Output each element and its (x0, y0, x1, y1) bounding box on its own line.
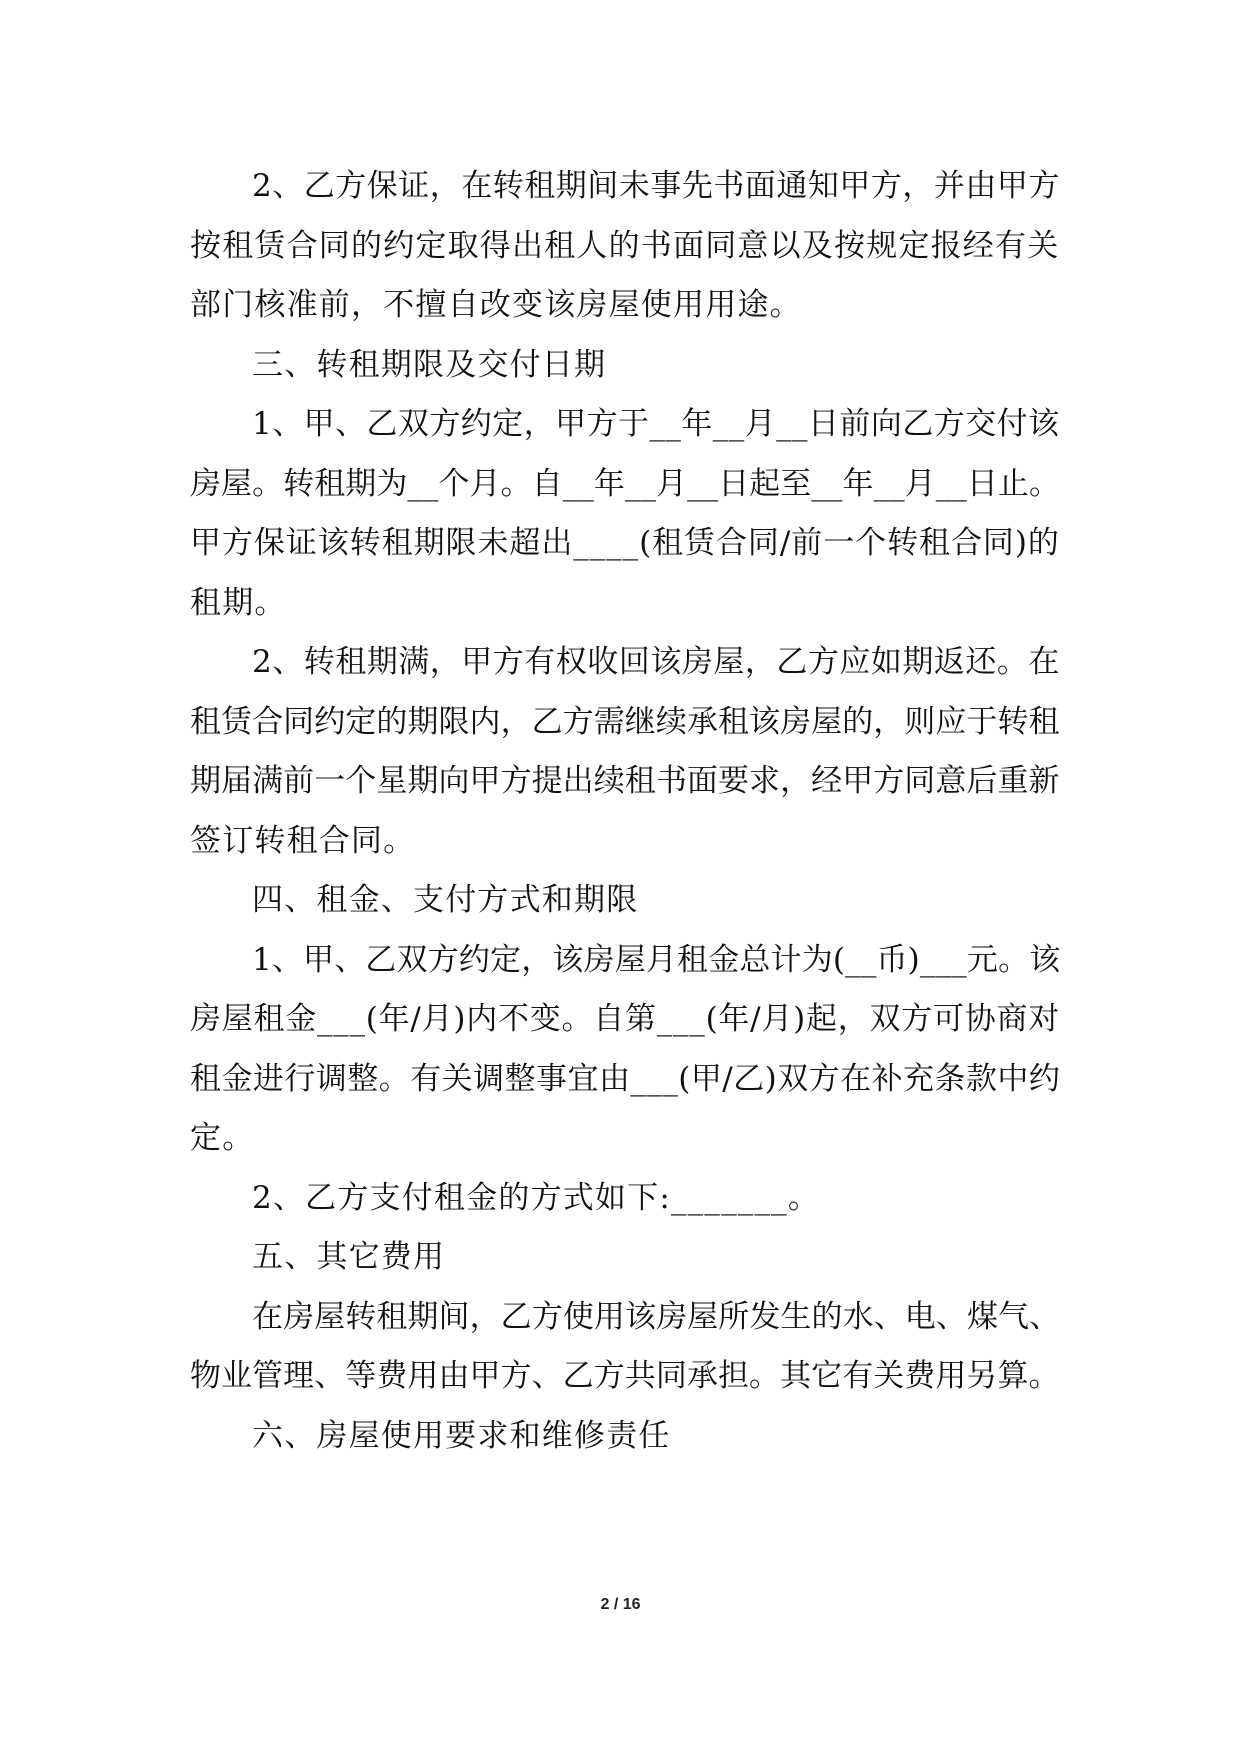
text-line: 2、转租期满，甲方有权收回该房屋，乙方应如期返还。在 (252, 644, 1060, 680)
text-line: 1、甲、乙双方约定，甲方于__年__月__日前向乙方交付该 (252, 406, 1060, 442)
section-heading: 六、房屋使用要求和维修责任 (252, 1418, 671, 1454)
section-heading: 三、转租期限及交付日期 (252, 347, 607, 383)
text-line: 物业管理、等费用由甲方、乙方共同承担。其它有关费用另算。 (190, 1358, 1060, 1394)
text-line: 按租赁合同的约定取得出租人的书面同意以及按规定报经有关 (190, 228, 1060, 264)
text-line: 定。 (190, 1120, 255, 1156)
text-line: 2、乙方支付租金的方式如下:_______。 (252, 1180, 821, 1216)
text-line: 租赁合同约定的期限内，乙方需继续承租该房屋的，则应于转租 (190, 704, 1060, 740)
text-line: 房屋。转租期为__个月。自__年__月__日起至__年__月__日止。 (190, 466, 1060, 502)
section-heading: 四、租金、支付方式和期限 (252, 882, 639, 918)
text-line: 1、甲、乙双方约定，该房屋月租金总计为(__币)___元。该 (252, 942, 1061, 978)
page-number: 2 / 16 (600, 1596, 641, 1613)
text-line: 签订转租合同。 (190, 823, 416, 859)
text-line: 甲方保证该转租期限未超出____(租赁合同/前一个转租合同)的 (190, 525, 1060, 561)
text-line: 房屋租金___(年/月)内不变。自第___(年/月)起，双方可协商对 (190, 1001, 1061, 1037)
text-line: 在房屋转租期间，乙方使用该房屋所发生的水、电、煤气、 (252, 1299, 1061, 1335)
text-line: 期届满前一个星期向甲方提出续租书面要求，经甲方同意后重新 (190, 763, 1060, 799)
text-line: 2、乙方保证，在转租期间未事先书面通知甲方，并由甲方 (252, 168, 1060, 204)
section-heading: 五、其它费用 (252, 1239, 446, 1275)
text-line: 租期。 (190, 585, 287, 621)
text-line: 部门核准前，不擅自改变该房屋使用用途。 (190, 287, 802, 323)
text-line: 租金进行调整。有关调整事宜由___(甲/乙)双方在补充条款中约 (190, 1061, 1061, 1097)
